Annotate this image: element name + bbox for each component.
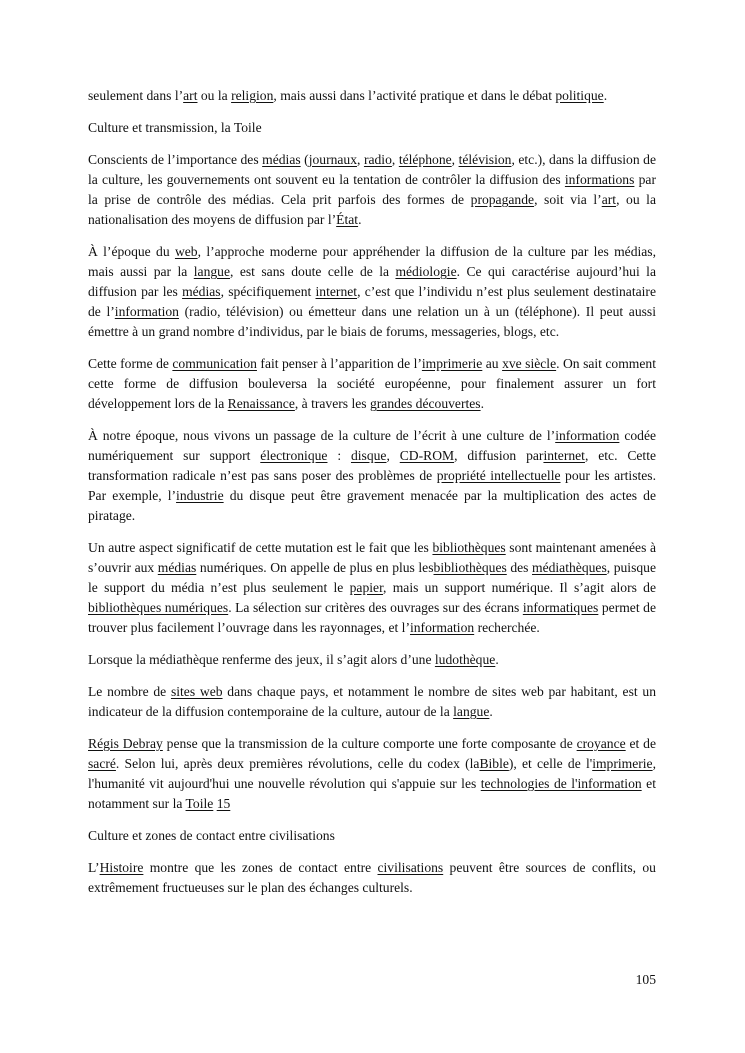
paragraph <box>88 86 656 106</box>
link-text[interactable]: bibliothèques numériques <box>88 600 229 615</box>
text-run: Un autre aspect significatif de cette mutation est le fait que les <box>88 540 433 555</box>
section-heading <box>88 826 656 846</box>
link-text[interactable]: médiathèques <box>532 560 607 575</box>
text-run: , puisque le support du média n’est plus seulement le <box>88 560 656 595</box>
link-text[interactable]: croyance <box>576 736 626 751</box>
text-run: et de <box>625 736 656 751</box>
text-run: L’ <box>88 860 100 875</box>
link-text[interactable]: médias <box>157 560 197 575</box>
link-text[interactable]: grandes découvertes <box>369 396 481 411</box>
link-text[interactable]: information <box>555 428 620 443</box>
text-run: . <box>480 396 484 411</box>
link-text[interactable]: information <box>114 304 179 319</box>
text-run: , à travers les <box>294 396 370 411</box>
text-run: . <box>495 652 499 667</box>
link-text[interactable]: art <box>601 192 617 207</box>
text-run: pour les artistes. Par exemple, l’ <box>88 468 656 503</box>
text-run: (radio, télévision) ou émetteur dans une relation un à un (téléphone). Il peut aussi émettre à un grand nombre d’individus, par le biais de forums, messageries, blogs, etc. <box>88 304 656 339</box>
text-run: peuvent être sources de conflits, ou extrêmement fructueuses sur le plan des échanges culturels. <box>88 860 656 895</box>
link-text[interactable]: papier <box>349 580 384 595</box>
link-text[interactable]: religion <box>231 88 274 103</box>
text-run: ou la <box>197 88 232 103</box>
link-text[interactable]: propriété intellectuelle <box>436 468 561 483</box>
text-run: Culture et transmission, la Toile <box>88 120 262 135</box>
paragraph <box>88 682 656 722</box>
link-text[interactable]: politique <box>555 88 604 103</box>
link-text[interactable]: imprimerie <box>592 756 653 771</box>
text-run: du disque peut être gravement menacée par la multiplication des actes de piratage. <box>88 488 656 523</box>
text-run: . La sélection sur critères des ouvrages sur des écrans <box>228 600 523 615</box>
text-run: , <box>386 448 400 463</box>
text-run: À notre époque, nous vivons un passage de la culture de l’écrit à une culture de l’ <box>88 428 556 443</box>
text-run: et notamment sur la <box>88 776 656 811</box>
link-text[interactable]: Bible <box>479 756 509 771</box>
link-text[interactable]: civilisations <box>377 860 444 875</box>
text-run: ), et celle de l' <box>508 756 593 771</box>
text-run: permet de trouver plus facilement l’ouvrage dans les rayonnages, et l’ <box>88 600 656 635</box>
text-run: . <box>489 704 493 719</box>
text-run: . Ce qui caractérise aujourd’hui la diffusion par les <box>88 264 656 299</box>
link-text[interactable]: industrie <box>176 488 224 503</box>
text-run: , c’est que l’individu n’est plus seulement destinataire de l’ <box>88 284 656 319</box>
link-text[interactable]: bibliothèques <box>432 540 506 555</box>
text-run: seulement dans l’ <box>88 88 184 103</box>
link-text[interactable]: téléphone <box>398 152 452 167</box>
link-text[interactable]: sites web <box>170 684 223 699</box>
link-text[interactable]: technologies de l'information <box>480 776 642 791</box>
link-text[interactable]: Renaissance <box>227 396 295 411</box>
text-run: des <box>506 560 532 575</box>
text-run: . <box>603 88 608 103</box>
text-run: , <box>357 152 364 167</box>
text-run: pense que la transmission de la culture comporte une forte composante de <box>162 736 577 751</box>
text-run: Conscients de l’importance des <box>88 152 263 167</box>
link-text[interactable]: 15 <box>216 796 231 811</box>
link-text[interactable]: internet <box>543 448 585 463</box>
link-text[interactable]: CD-ROM <box>399 448 455 463</box>
link-text[interactable]: ludothèque <box>434 652 496 667</box>
link-text[interactable]: langue <box>453 704 490 719</box>
link-text[interactable]: État <box>336 212 359 227</box>
text-run: montre que les zones de contact entre <box>143 860 378 875</box>
text-run: , soit via l’ <box>534 192 602 207</box>
paragraph <box>88 734 656 814</box>
link-text[interactable]: journaux <box>308 152 358 167</box>
text-run: , est sans doute celle de la <box>230 264 396 279</box>
link-text[interactable]: informatiques <box>522 600 599 615</box>
paragraph <box>88 858 656 898</box>
text-run: recherchée. <box>474 620 540 635</box>
link-text[interactable]: télévision <box>458 152 512 167</box>
paragraph <box>88 650 656 670</box>
link-text[interactable]: médiologie <box>395 264 457 279</box>
link-text[interactable]: imprimerie <box>421 356 483 371</box>
page-number: 105 <box>635 972 656 987</box>
text-run: À l’époque du <box>88 244 175 259</box>
text-run: . On sait comment cette forme de diffusion bouleversa la société européenne, pour finalement assurer un fort développement lors de la <box>88 356 656 411</box>
text-run: Cette forme de <box>88 356 173 371</box>
text-run: numériques. On appelle de plus en plus les <box>196 560 434 575</box>
text-run: Culture et zones de contact entre civilisations <box>88 828 335 843</box>
text-run: , etc.), dans la diffusion de la culture, les gouvernements ont souvent eu la tentation de contrôler la diffusion des <box>88 152 656 187</box>
text-run: par la prise de contrôle des médias. Cela prit parfois des formes de <box>88 172 656 207</box>
link-text[interactable]: Histoire <box>99 860 144 875</box>
text-run: codée numériquement sur support <box>88 428 657 463</box>
section-heading <box>88 118 656 138</box>
text-run: fait penser à l’apparition de l’ <box>256 356 422 371</box>
link-text[interactable]: électronique <box>260 448 328 463</box>
text-run: , spécifiquement <box>220 284 316 299</box>
text-run: , l’approche moderne pour appréhender la diffusion de la culture par les médias, mais aussi par la <box>88 244 656 279</box>
link-text[interactable]: Régis Debray <box>88 736 163 751</box>
link-text[interactable]: médias <box>182 284 221 299</box>
link-text[interactable]: internet <box>315 284 358 299</box>
paragraph <box>88 150 656 230</box>
text-run: dans chaque pays, et notamment le nombre de sites web par habitant, est un indicateur de la diffusion contemporaine de la culture, autour de la <box>88 684 656 719</box>
text-run: . <box>358 212 362 227</box>
text-run: ( <box>300 152 309 167</box>
paragraph <box>88 538 656 638</box>
link-text[interactable]: communication <box>172 356 257 371</box>
text-run: Lorsque la médiathèque renferme des jeux, il s’agit alors d’une <box>88 652 435 667</box>
text-run: , mais un support numérique. Il s’agit alors de <box>383 580 656 595</box>
text-run: , etc. Cette transformation radicale n’est pas sans poser des problèmes de <box>88 448 657 483</box>
text-run: , l'humanité vit aujourd'hui une nouvelle révolution qui s'appuie sur les <box>88 756 656 791</box>
link-text[interactable]: médias <box>262 152 301 167</box>
link-text[interactable]: xve siècle <box>502 356 557 371</box>
link-text[interactable]: bibliothèques <box>433 560 507 575</box>
link-text[interactable]: Toile <box>185 796 214 811</box>
link-text[interactable]: web <box>174 244 198 259</box>
link-text[interactable]: sacré <box>88 756 116 771</box>
link-text[interactable]: informations <box>564 172 635 187</box>
text-run: , diffusion par <box>454 448 544 463</box>
text-run: , mais aussi dans l’activité pratique et dans le débat <box>273 88 556 103</box>
text-run: : <box>327 448 351 463</box>
paragraph <box>88 242 656 342</box>
text-run: , ou la nationalisation des moyens de diffusion par l’ <box>88 192 656 227</box>
text-run: . Selon lui, après deux premières révolutions, celle du codex (la <box>115 756 480 771</box>
link-text[interactable]: radio <box>363 152 392 167</box>
text-run: sont maintenant amenées à s’ouvrir aux <box>88 540 657 575</box>
link-text[interactable]: disque <box>350 448 387 463</box>
text-run: Le nombre de <box>88 684 171 699</box>
link-text[interactable]: langue <box>193 264 231 279</box>
link-text[interactable]: art <box>183 88 198 103</box>
text-run: , <box>451 152 459 167</box>
paragraph <box>88 354 656 414</box>
paragraph <box>88 426 656 526</box>
link-text[interactable]: propagande <box>470 192 535 207</box>
link-text[interactable]: information <box>409 620 475 635</box>
text-run: , <box>391 152 399 167</box>
document-body <box>88 86 656 910</box>
text-run: au <box>482 356 503 371</box>
